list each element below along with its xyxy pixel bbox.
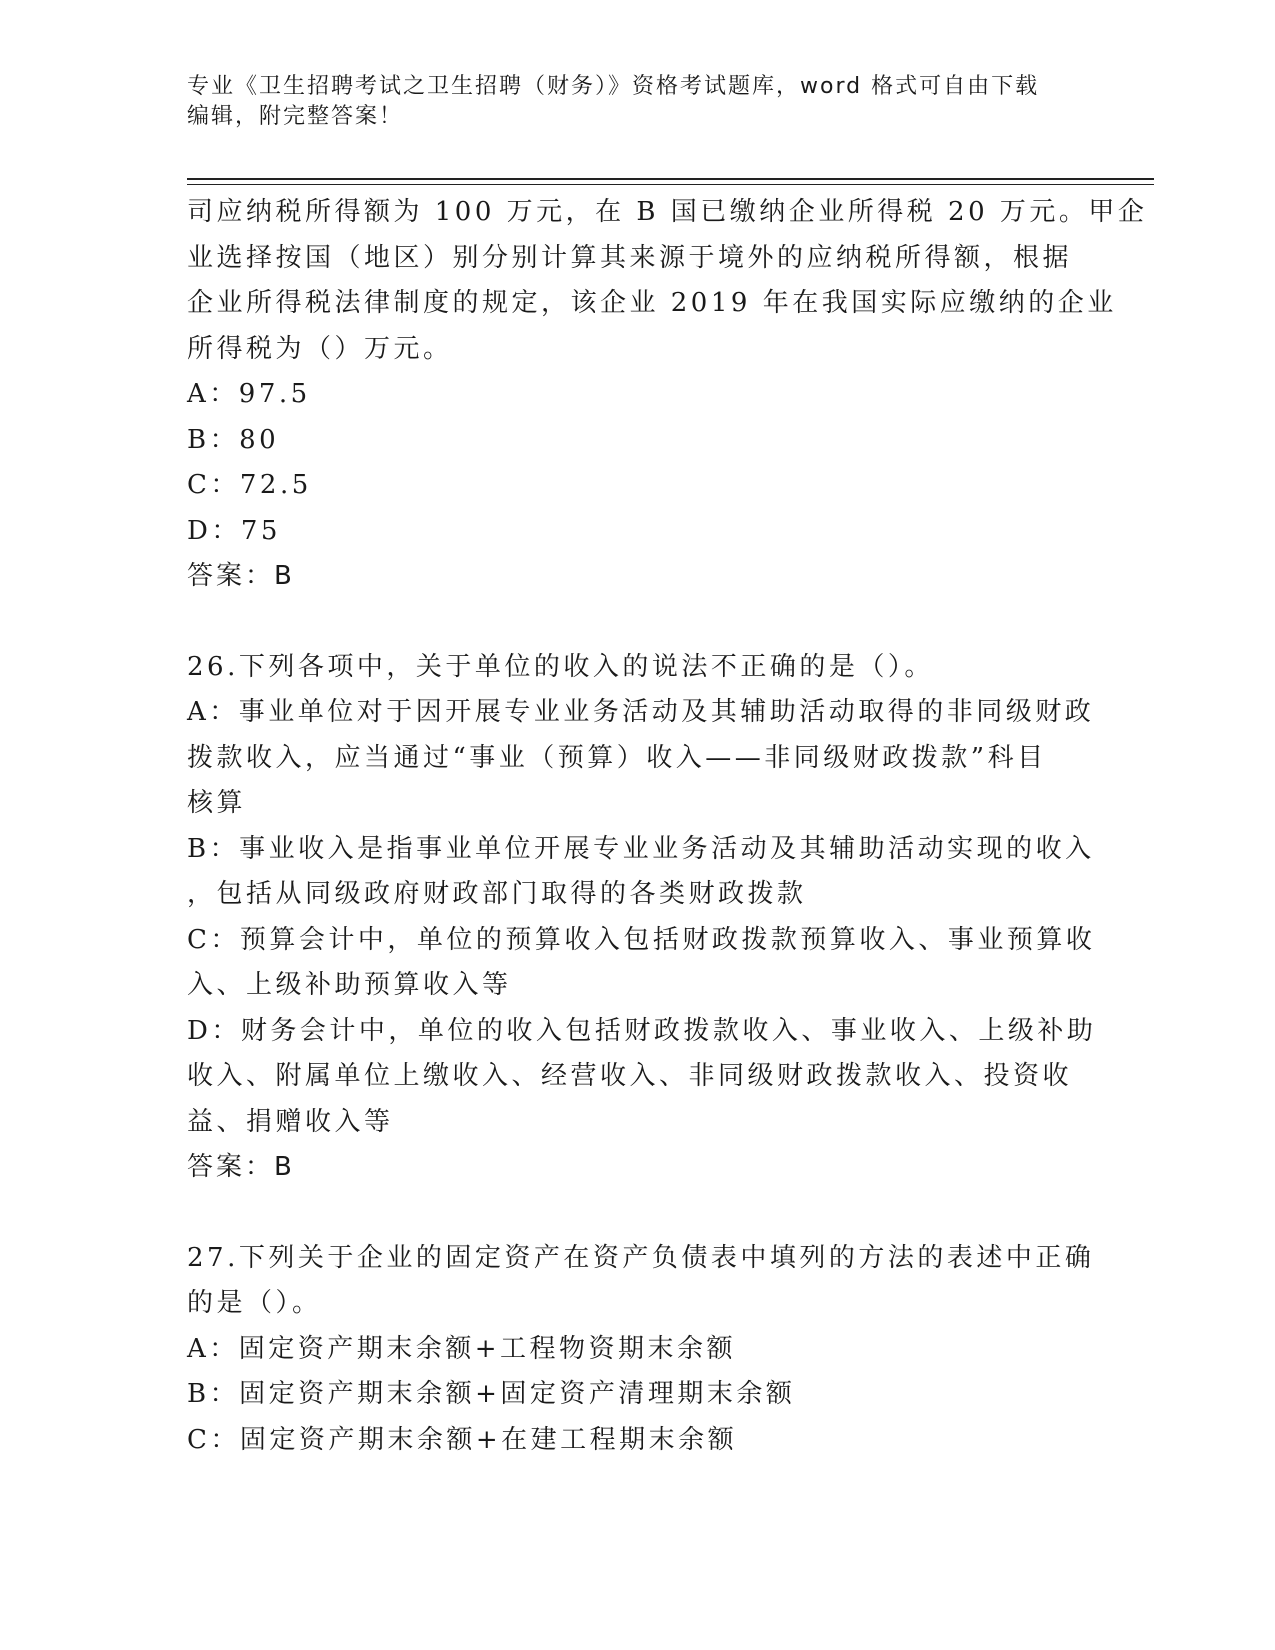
answer-line: 答案：B bbox=[187, 1152, 295, 1182]
question-stem-line: 司应纳税所得额为 100 万元，在 B 国已缴纳企业所得税 20 万元。甲企 bbox=[187, 197, 1148, 227]
option-b: B：固定资产期末余额+固定资产清理期末余额 bbox=[187, 1379, 796, 1409]
question-stem-line: 所得税为（）万元。 bbox=[187, 333, 453, 364]
question-stem-line: 27.下列关于企业的固定资产在资产负债表中填列的方法的表述中正确 bbox=[187, 1242, 1095, 1273]
answer-line: 答案：B bbox=[187, 561, 295, 591]
question-stem-line: 业选择按国（地区）别分别计算其来源于境外的应纳税所得额，根据 bbox=[187, 242, 1073, 273]
document-header bbox=[187, 72, 1087, 132]
option-a: A：固定资产期末余额+工程物资期末余额 bbox=[187, 1333, 737, 1364]
option-b: B：80 bbox=[187, 424, 280, 455]
option-c-line: 入、上级补助预算收入等 bbox=[187, 970, 512, 1000]
option-d: D：75 bbox=[187, 515, 281, 546]
option-d-line: D：财务会计中，单位的收入包括财政拨款收入、事业收入、上级补助 bbox=[187, 1015, 1097, 1046]
option-a-line: A：事业单位对于因开展专业业务活动及其辅助活动取得的非同级财政 bbox=[187, 697, 1095, 727]
option-b-line: ，包括从同级政府财政部门取得的各类财政拨款 bbox=[187, 879, 807, 909]
header-line-2: 编辑，附完整答案！ bbox=[187, 104, 404, 129]
header-rule-thick bbox=[187, 178, 1154, 180]
option-b-line: B：事业收入是指事业单位开展专业业务活动及其辅助活动实现的收入 bbox=[187, 833, 1095, 864]
question-stem-line: 26.下列各项中，关于单位的收入的说法不正确的是（）。 bbox=[187, 651, 934, 682]
question-stem-line: 的是（）。 bbox=[187, 1288, 322, 1318]
option-d-line: 收入、附属单位上缴收入、经营收入、非同级财政拨款收入、投资收 bbox=[187, 1061, 1073, 1091]
spacer bbox=[187, 1191, 1087, 1236]
option-c: C：72.5 bbox=[187, 470, 312, 500]
option-c: C：固定资产期末余额+在建工程期末余额 bbox=[187, 1424, 738, 1455]
question-25 bbox=[187, 190, 1148, 600]
question-26 bbox=[187, 645, 1097, 1191]
option-a-line: 拨款收入，应当通过“事业（预算）收入——非同级财政拨款”科目 bbox=[187, 742, 1047, 773]
header-rule-thin bbox=[187, 184, 1154, 185]
option-d-line: 益、捐赠收入等 bbox=[187, 1106, 394, 1137]
option-a: A：97.5 bbox=[187, 379, 311, 409]
option-a-line: 核算 bbox=[187, 788, 247, 818]
spacer bbox=[187, 600, 1087, 645]
document-body bbox=[187, 190, 1148, 1463]
question-stem-line: 企业所得税法律制度的规定，该企业 2019 年在我国实际应缴纳的企业 bbox=[187, 288, 1117, 318]
option-c-line: C：预算会计中，单位的预算收入包括财政拨款预算收入、事业预算收 bbox=[187, 924, 1096, 955]
header-line-1: 专业《卫生招聘考试之卫生招聘（财务）》资格考试题库，word 格式可自由下载 bbox=[187, 74, 1040, 99]
question-27 bbox=[187, 1236, 1095, 1464]
